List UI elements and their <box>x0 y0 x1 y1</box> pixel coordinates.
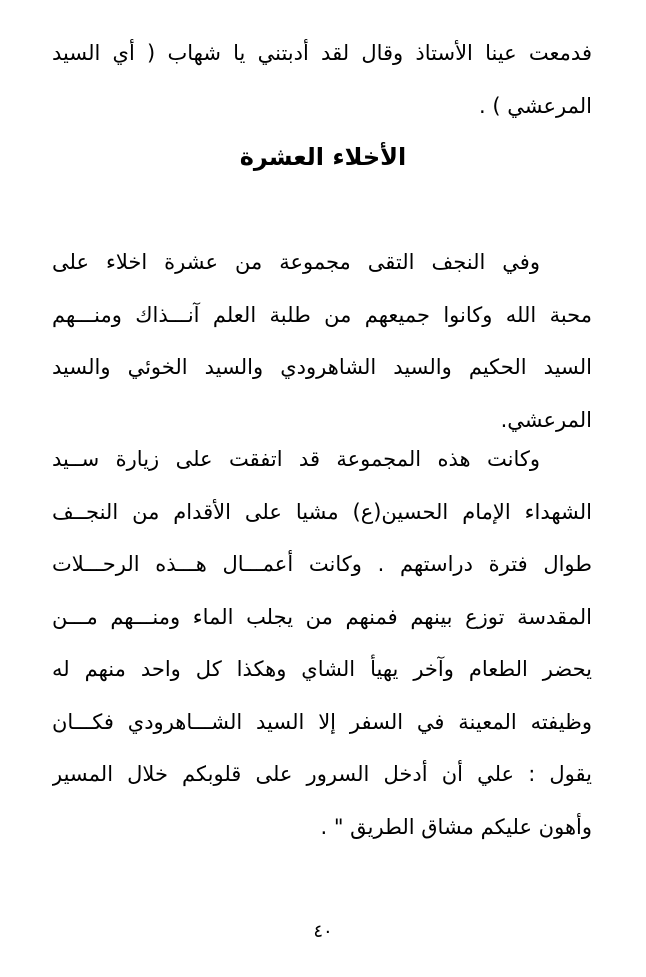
paragraph-2-line-4: المقدسة توزع بينهم فمنهم من يجلب الماء ومنـــهم مـــن <box>52 604 592 629</box>
section-heading: الأخلاء العشرة <box>239 143 407 171</box>
paragraph-2-line-1: وكانت هذه المجموعة قد اتفقت على زيارة ســيد <box>52 447 540 471</box>
opening-line-2: المرعشي ) . <box>479 93 592 118</box>
paragraph-1-line-4: المرعشي. <box>500 407 592 432</box>
paragraph-2 <box>52 433 592 853</box>
paragraph-2-line-3: طوال فترة دراستهم . وكانت أعمـــال هـــذه الرحـــلات <box>52 552 592 576</box>
paragraph-1-line-3: السيد الحكيم والسيد الشاهرودي والسيد الخوئي والسيد <box>52 355 592 379</box>
paragraph-1 <box>52 236 592 446</box>
paragraph-2-line-5: يحضر الطعام وآخر يهيأ الشاي وهكذا كل واحد منهم له <box>52 657 592 681</box>
paragraph-2-line-7: يقول : علي أن أدخل السرور على قلوبكم خلال المسير <box>52 762 592 786</box>
paragraph-1-line-1: وفي النجف التقى مجموعة من عشرة اخلاء على <box>52 250 540 274</box>
page-number: ٤٠ <box>313 921 333 942</box>
paragraph-2-line-6: وظيفته المعينة في السفر إلا السيد الشـــاهرودي فكـــان <box>52 709 592 734</box>
opening-line-1: فدمعت عينا الأستاذ وقال لقد أدبتني يا شهاب ( أي السيد <box>52 41 592 65</box>
paragraph-2-line-8: وأهون عليكم مشاق الطريق " . <box>320 814 592 839</box>
opening-paragraph <box>52 27 592 132</box>
paragraph-2-line-2: الشهداء الإمام الحسين(ع) مشيا على الأقدام من النجــف <box>52 499 592 524</box>
paragraph-1-line-2: محبة الله وكانوا جميعهم من طلبة العلم آنـــذاك ومنـــهم <box>52 302 592 327</box>
